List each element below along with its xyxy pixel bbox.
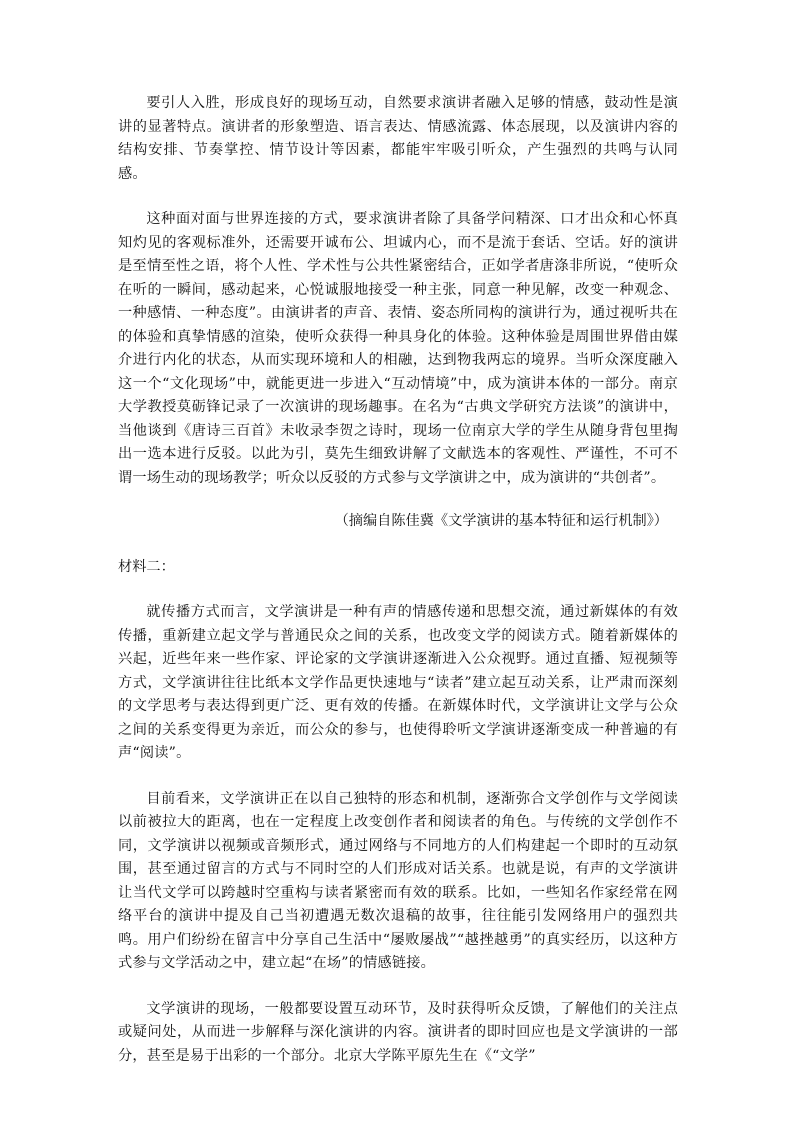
document-page	[118, 92, 678, 1090]
paragraph: 这种面对面与世界连接的方式，要求演讲者除了具备学问精深、口才出众和心怀真知灼见的客观标准外，还需要开诚布公、坦诚内心，而不是流于套话、空话。好的演讲是至情至性之语，将个人性、学术性与公共性紧密结合，正如学者唐涤非所说，“使听众在听的一瞬间，感动起来，心悦诚服地接受一种主张，同意一种见解，改变一种观念、一种感情、一种态度”。由演讲者的声音、表情、姿态所同构的演讲行为，通过视听共在的体验和真挚情感的渲染，使听众获得一种具身化的体验。这种体验是周围世界借由媒介进行内化的状态，从而实现环境和人的相融，达到物我两忘的境界。当听众深度融入这一个“文化现场”中，就能更进一步进入“互动情境”中，成为演讲本体的一部分。南京大学教授莫砺锋记录了一次演讲的现场趣事。在名为“古典文学研究方法谈”的演讲中，当他谈到《唐诗三百首》未收录李贺之诗时，现场一位南京大学的学生从随身背包里掏出一选本进行反驳。以此为引，莫先生细致讲解了文献选本的客观性、严谨性，不可不谓一场生动的现场教学；听众以反驳的方式参与文学演讲之中，成为演讲的“共创者”。	[118, 211, 678, 486]
paragraph: 目前看来，文学演讲正在以自己独特的形态和机制，逐渐弥合文学创作与文学阅读以前被拉大的距离，也在一定程度上改变创作者和阅读者的角色。与传统的文学创作不同，文学演讲以视频或音频形式，通过网络与不同地方的人们构建起一个即时的互动氛围，甚至通过留言的方式与不同时空的人们形成对话关系。也就是说，有声的文学演讲让当代文学可以跨越时空重构与读者紧密而有效的联系。比如，一些知名作家经常在网络平台的演讲中提及自己当初遭遇无数次退稿的故事，往往能引发网络用户的强烈共鸣。用户们纷纷在留言中分享自己生活中“屡败屡战”“越挫越勇”的真实经历，以这种方式参与文学活动之中，建立起“在场”的情感链接。	[118, 790, 678, 971]
paragraph: 就传播方式而言，文学演讲是一种有声的情感传递和思想交流，通过新媒体的有效传播，重新建立起文学与普通民众之间的关系，也改变文学的阅读方式。随着新媒体的兴起，近些年来一些作家、评论家的文学演讲逐渐进入公众视野。通过直播、短视频等方式，文学演讲往往比纸本文学作品更快速地与“读者”建立起互动关系，让严肃而深刻的文学思考与表达得到更广泛、更有效的传播。在新媒体时代，文学演讲让文学与公众之间的关系变得更为亲近，而公众的参与，也使得聆听文学演讲逐渐变成一种普遍的有声“阅读”。	[118, 604, 678, 761]
paragraph: 要引人入胜，形成良好的现场互动，自然要求演讲者融入足够的情感，鼓动性是演讲的显著特点。演讲者的形象塑造、语言表达、情感流露、体态展现，以及演讲内容的结构安排、节奏掌控、情节设计等因素，都能牢牢吸引听众，产生强烈的共鸣与认同感。	[118, 95, 678, 182]
paragraph: 文学演讲的现场，一般都要设置互动环节，及时获得听众反馈，了解他们的关注点或疑问处，从而进一步解释与深化演讲的内容。演讲者的即时回应也是文学演讲的一部分，甚至是易于出彩的一个部分。北京大学陈平原先生在《“文学”	[118, 1000, 678, 1064]
section-heading: 材料二：	[118, 558, 175, 575]
source-citation: （摘编自陈佳冀《文学演讲的基本特征和运行机制》）	[334, 513, 668, 529]
